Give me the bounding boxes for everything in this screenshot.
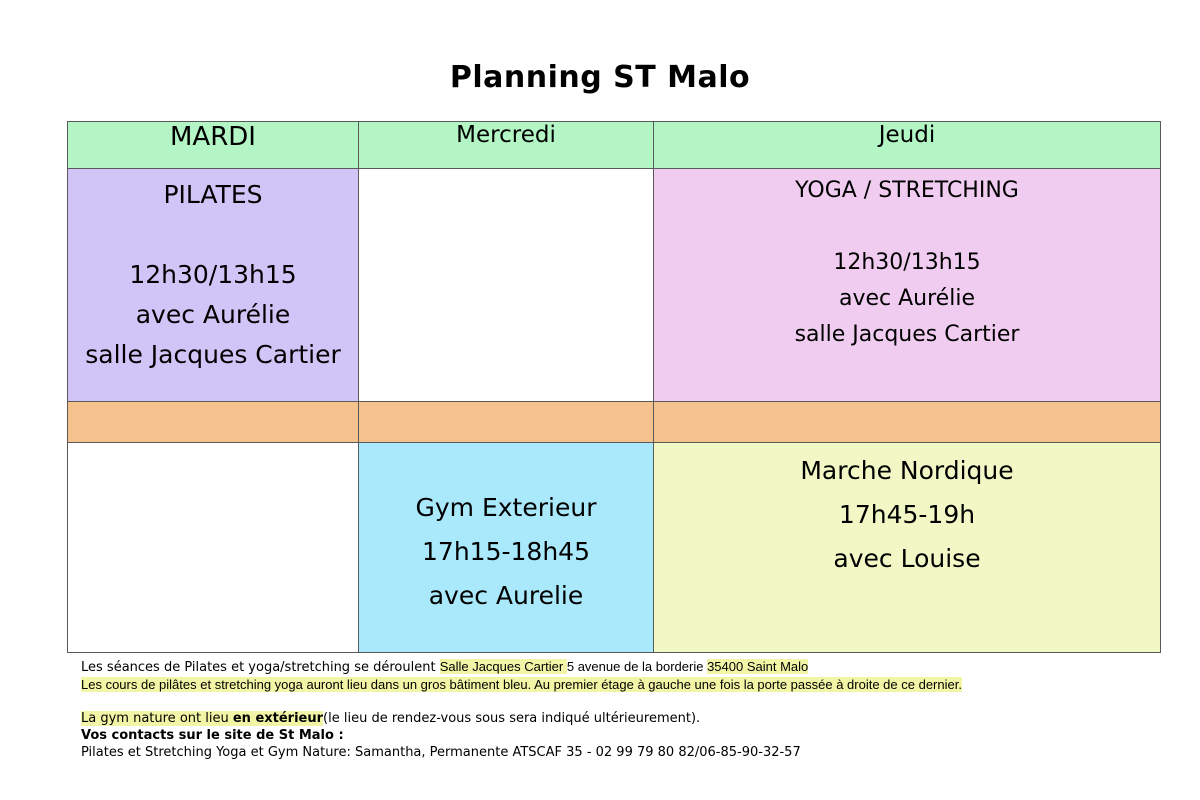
note-city: 35400 Saint Malo xyxy=(707,659,809,674)
page-title: Planning ST Malo xyxy=(449,60,751,95)
note-gym-hl: La gym nature ont lieu xyxy=(81,711,233,726)
marche-instructor: avec Louise xyxy=(833,544,981,573)
pilates-time: 12h30/13h15 xyxy=(129,260,297,289)
note-gym xyxy=(81,710,1131,727)
note-gym-bold: en extérieur xyxy=(232,711,324,726)
pilates-instructor: avec Aurélie xyxy=(135,300,291,329)
yoga-instructor: avec Aurélie xyxy=(839,286,975,311)
header-mercredi: Mercredi xyxy=(359,122,654,169)
header-mardi: MARDI xyxy=(68,122,359,169)
note-gym-rest: (le lieu de rendez-vous sous sera indiqué ultérieurement). xyxy=(323,711,701,726)
gym-time: 17h15-18h45 xyxy=(422,536,590,566)
note-salle: Salle Jacques Cartier xyxy=(439,659,567,674)
gym-instructor: avec Aurelie xyxy=(428,580,584,610)
yoga-room: salle Jacques Cartier xyxy=(794,322,1020,347)
header-row xyxy=(68,122,1161,169)
break-row xyxy=(68,402,1161,443)
pilates-name: PILATES xyxy=(163,180,263,209)
break-cell xyxy=(359,402,654,443)
note-contacts-heading-text: Vos contacts sur le site de St Malo : xyxy=(81,728,344,743)
pilates-room: salle Jacques Cartier xyxy=(85,340,341,369)
break-cell xyxy=(654,402,1161,443)
note-directions-text: Les cours de pilâtes et stretching yoga auront lieu dans un gros bâtiment bleu. Au premier étage à gauche une fois la porte passée à droite de ce dernier. xyxy=(81,677,962,692)
gym-cell xyxy=(359,443,654,653)
yoga-time: 12h30/13h15 xyxy=(833,250,981,275)
schedule-table xyxy=(67,121,1161,653)
note-directions xyxy=(81,676,1131,693)
evening-row xyxy=(68,443,1161,653)
note-location xyxy=(81,658,1131,676)
yoga-cell xyxy=(654,169,1161,402)
note-location-prefix: Les séances de Pilates et yoga/stretching se déroulent xyxy=(81,660,440,675)
note-contacts: Pilates et Stretching Yoga et Gym Nature: Samantha, Permanente ATSCAF 35 - 02 99 79 80 82/06-85-90-32-57 xyxy=(81,745,801,760)
header-jeudi: Jeudi xyxy=(654,122,1161,169)
pilates-cell xyxy=(68,169,359,402)
empty-cell-mercredi xyxy=(359,169,654,402)
marche-cell xyxy=(654,443,1161,653)
marche-time: 17h45-19h xyxy=(838,500,976,529)
empty-cell-mardi xyxy=(68,443,359,653)
midday-row xyxy=(68,169,1161,402)
gym-name: Gym Exterieur xyxy=(415,492,597,522)
break-cell xyxy=(68,402,359,443)
yoga-name: YOGA / STRETCHING xyxy=(795,178,1019,203)
marche-name: Marche Nordique xyxy=(800,456,1014,485)
notes xyxy=(81,658,1131,761)
note-address: 5 avenue de la borderie xyxy=(566,659,708,674)
note-contacts-heading xyxy=(81,727,1131,744)
